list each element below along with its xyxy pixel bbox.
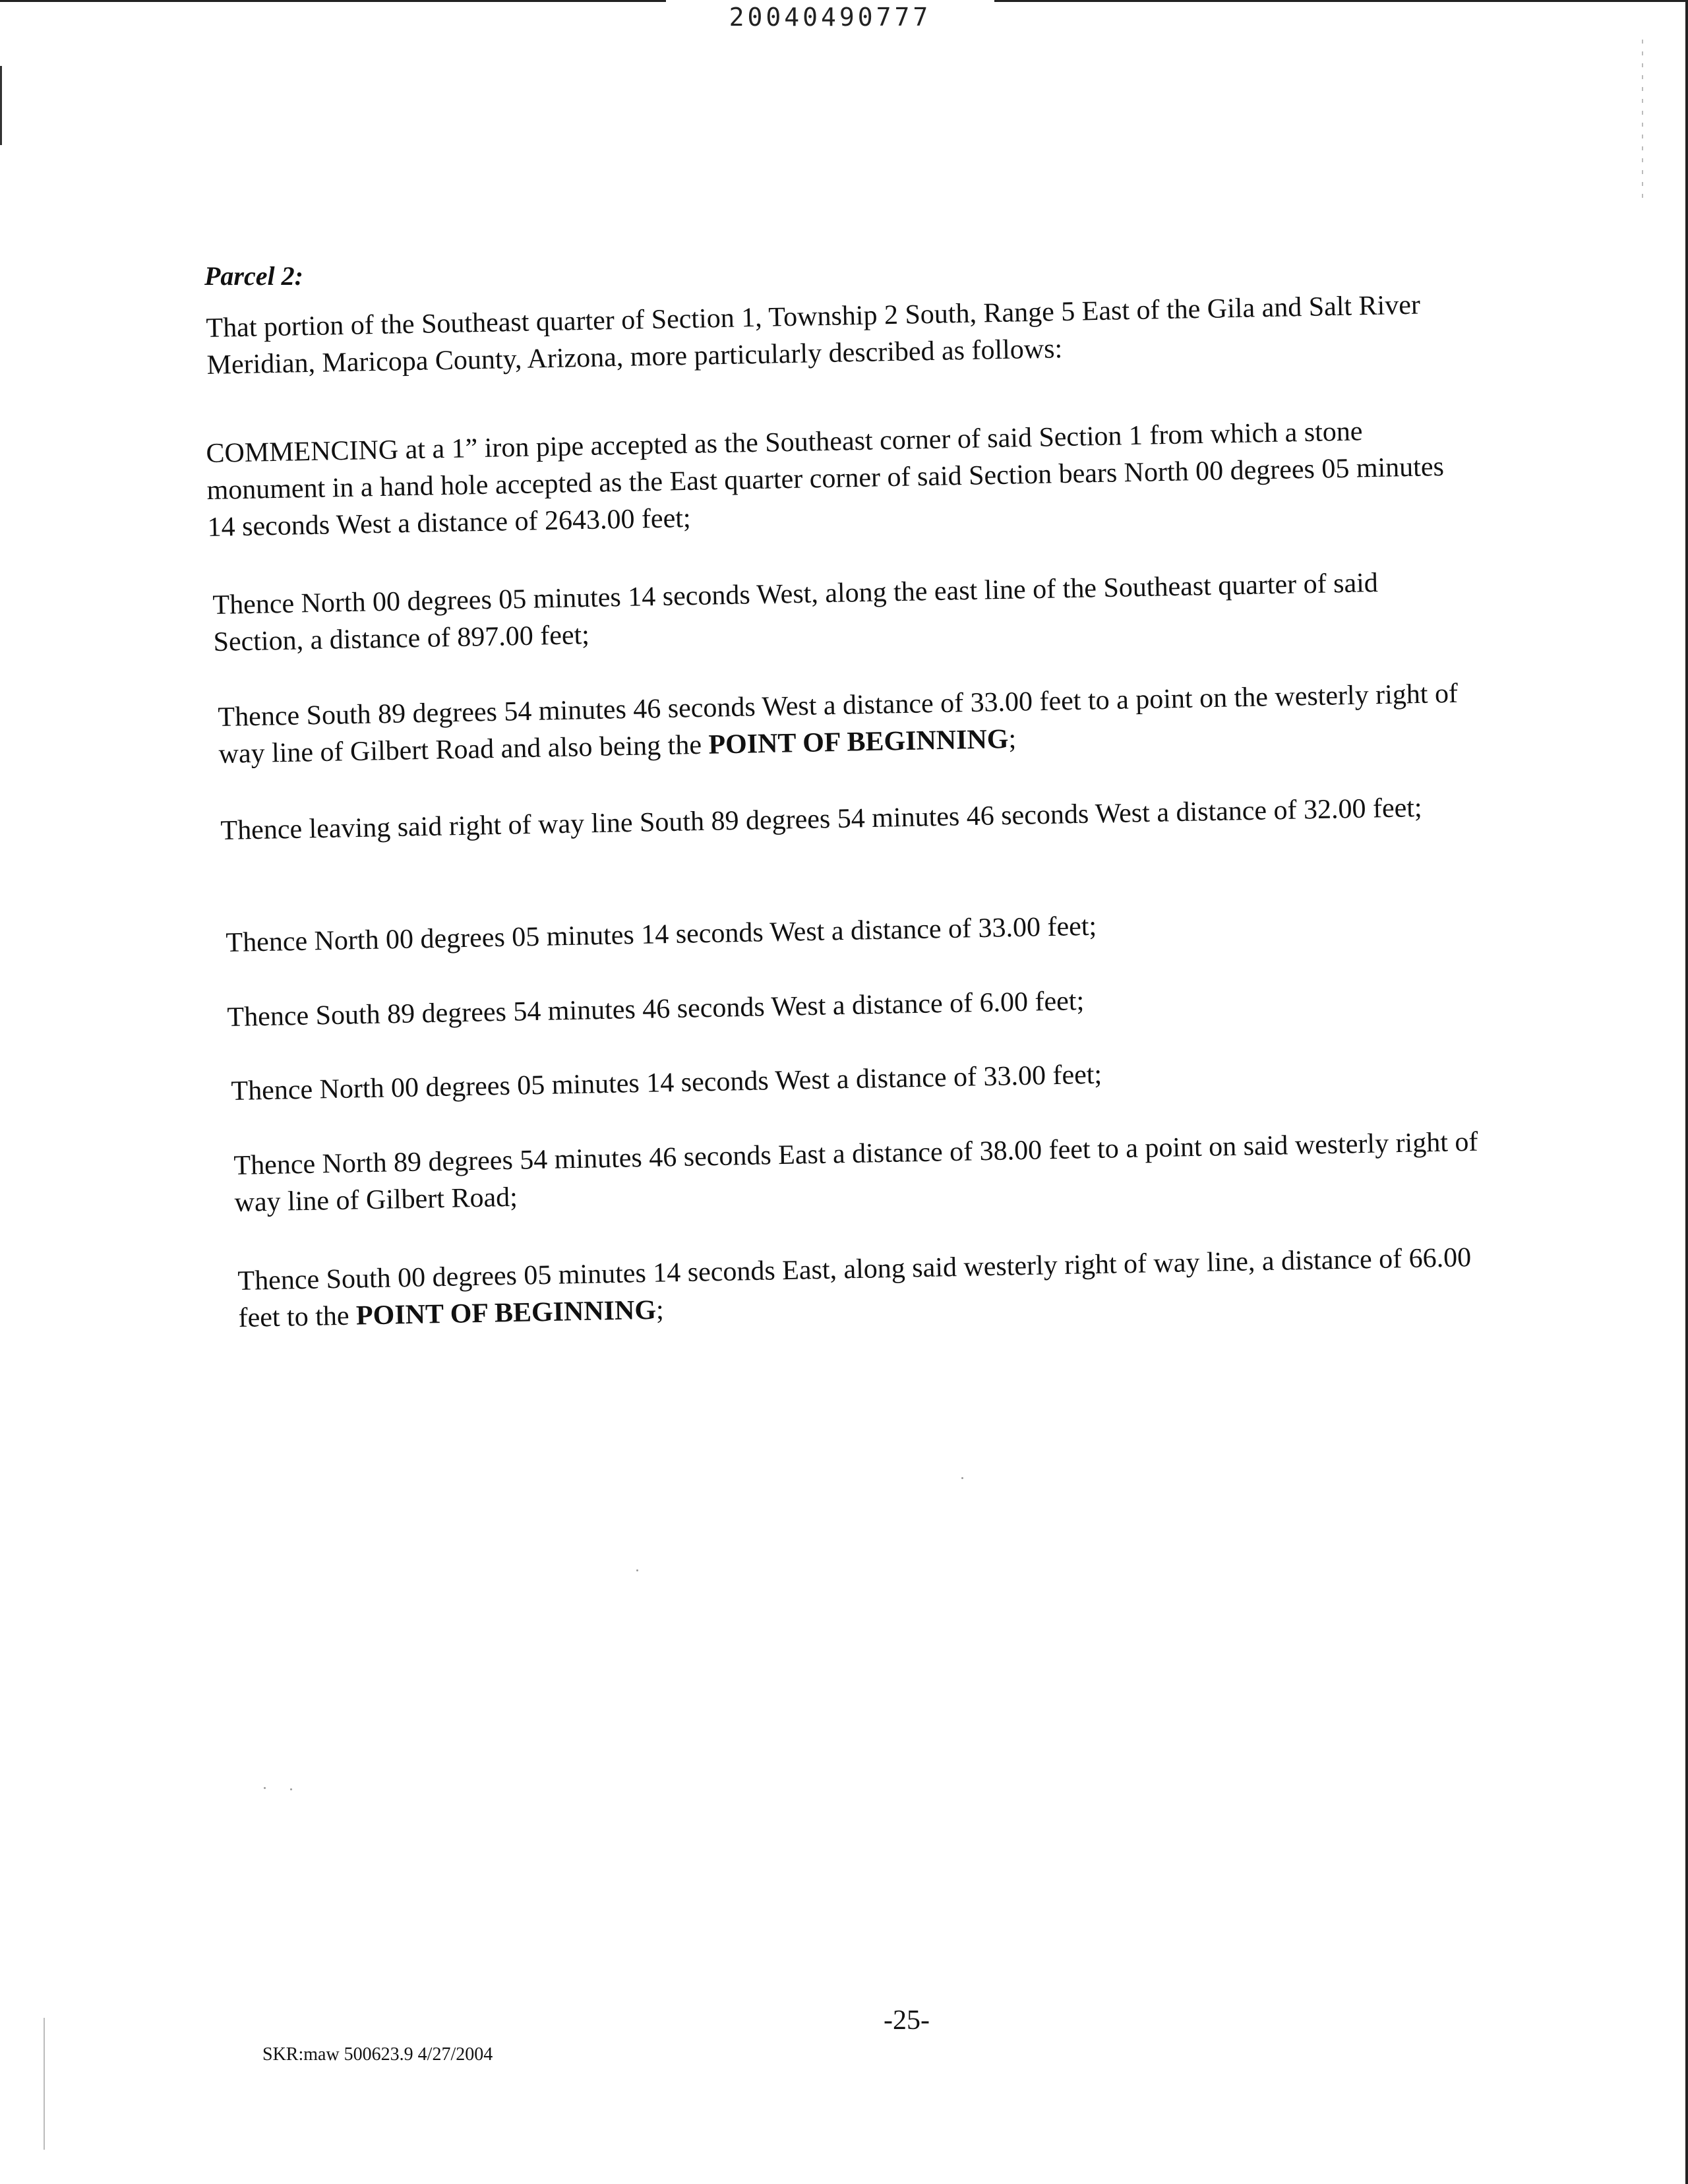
document-number: 20040490777 (729, 3, 932, 32)
scan-speck (264, 1787, 266, 1789)
paragraph-6: Thence North 00 degrees 05 minutes 14 seconds West a distance of 33.00 feet; (226, 911, 1097, 958)
scan-speck (961, 1477, 963, 1479)
paragraph-4-text: Thence South 89 degrees 54 minutes 46 seconds West a distance of 33.00 feet to a point on the westerly right of way line of Gilbert Road and also being the (218, 678, 1459, 770)
paragraph-4 (218, 675, 1478, 773)
point-of-beginning-label-2: POINT OF BEGINNING (355, 1294, 657, 1331)
paragraph-8: Thence North 00 degrees 05 minutes 14 seconds West a distance of 33.00 feet; (231, 1059, 1102, 1107)
paragraph-4-end: ; (1008, 723, 1017, 754)
paragraph-2: COMMENCING at a 1” iron pipe accepted as the Southeast corner of said Section 1 from which a stone monument in a hand hole accepted as the East quarter corner of said Section bears North 00 degrees 05 minutes 14 seconds West a distance of 2643.00 feet; (206, 416, 1445, 543)
scan-edge-left-mark-lower (44, 2018, 45, 2150)
paragraph-10-end: ; (655, 1294, 665, 1325)
paragraph-10 (237, 1238, 1498, 1337)
paragraph-1: That portion of the Southeast quarter of Section 1, Township 2 South, Range 5 East of the Gila and Salt River Meridian, Maricopa County, Arizona, more particularly described as follows: (206, 289, 1421, 380)
paragraph-9: Thence North 89 degrees 54 minutes 46 seconds East a distance of 38.00 feet to a point on said westerly right of way line of Gilbert Road; (233, 1126, 1478, 1218)
page-number: -25- (884, 2005, 930, 2036)
scan-edge-top-left (0, 0, 666, 2)
scan-speck (290, 1788, 292, 1790)
scan-edge-right (1685, 0, 1688, 2184)
scan-speck (636, 1569, 638, 1571)
paragraph-10-text: Thence South 00 degrees 05 minutes 14 seconds East, along said westerly right of way line, a distance of 66.00 feet to the (237, 1242, 1472, 1333)
scan-edge-left-mark (0, 66, 2, 145)
paragraph-3: Thence North 00 degrees 05 minutes 14 seconds West, along the east line of the Southeast quarter of said Section, a distance of 897.00 feet; (212, 568, 1379, 657)
footer-reference: SKR:maw 500623.9 4/27/2004 (262, 2044, 493, 2065)
point-of-beginning-label: POINT OF BEGINNING (708, 723, 1009, 760)
scan-edge-right-dots (1642, 40, 1643, 198)
paragraph-5: Thence leaving said right of way line South 89 degrees 54 minutes 46 seconds West a distance of 32.00 feet; (220, 793, 1423, 846)
scan-edge-top-right (994, 0, 1688, 2)
parcel-heading: Parcel 2: (204, 261, 303, 291)
paragraph-7: Thence South 89 degrees 54 minutes 46 seconds West a distance of 6.00 feet; (227, 986, 1085, 1033)
